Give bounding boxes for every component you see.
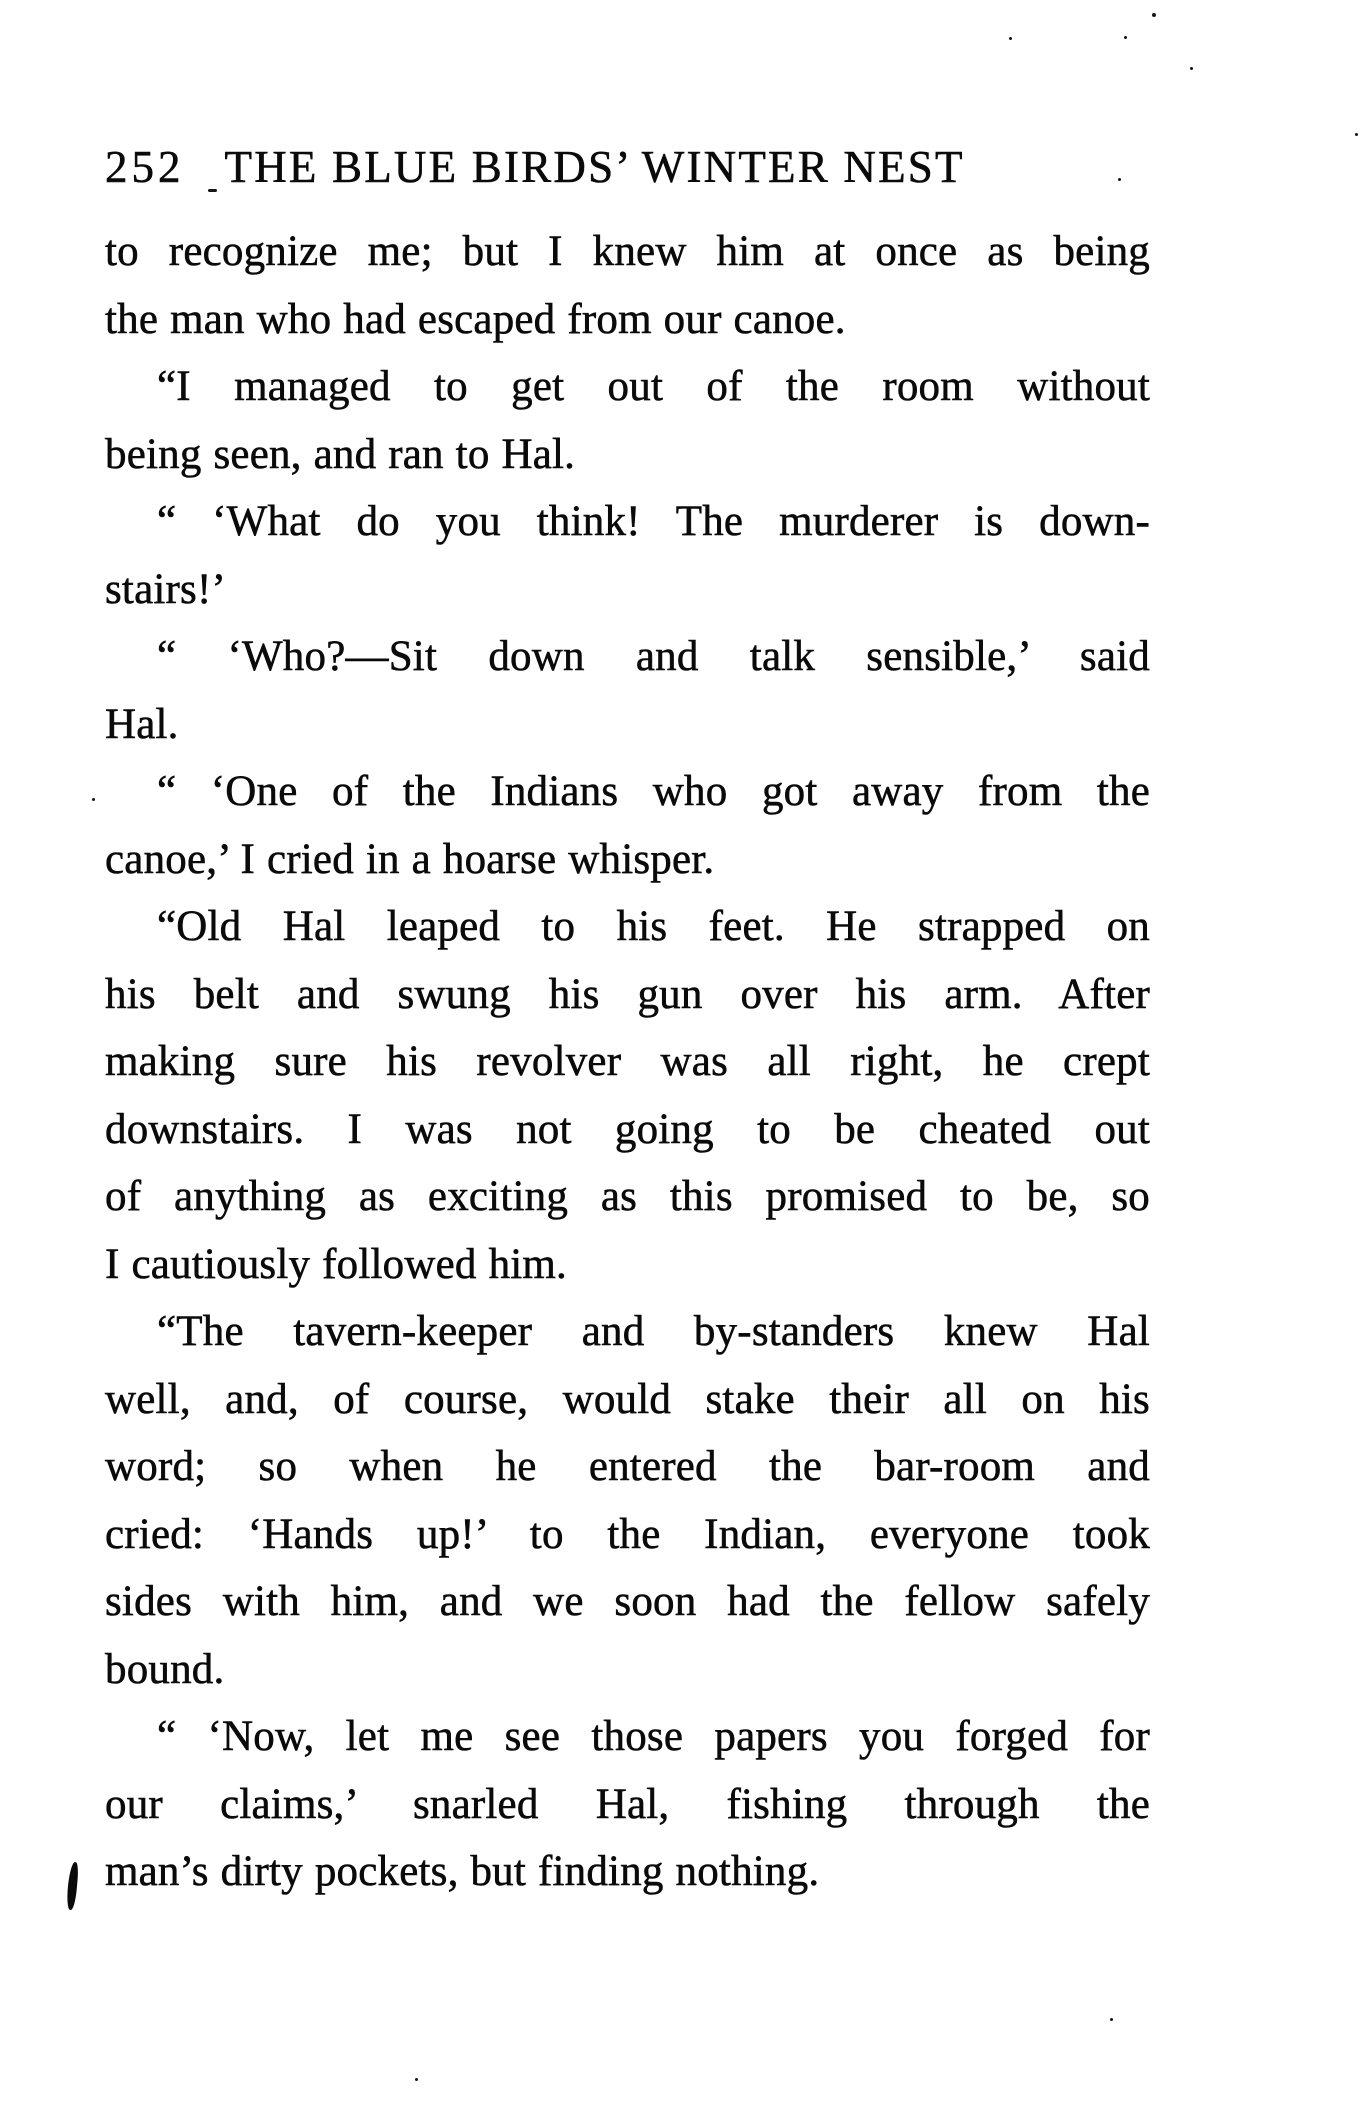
text-line: being seen, and ran to Hal. — [105, 430, 576, 478]
text-line: man’s dirty pockets, but finding nothing. — [105, 1848, 820, 1895]
text-line: “ ‘One of the Indians who got away from the — [157, 768, 1150, 815]
text-line: “ ‘Who?—Sit down and talk sensible,’ said — [157, 633, 1150, 680]
text-line: “ ‘What do you think! The murderer is down- — [157, 498, 1150, 545]
text-line: “ ‘Now, let me see those papers you forged for — [157, 1713, 1150, 1760]
body-text — [105, 218, 1150, 1906]
text-line: “I managed to get out of the room without — [157, 363, 1150, 410]
running-head — [105, 142, 1165, 192]
text-line: of anything as exciting as this promised to be, so — [105, 1173, 1150, 1220]
text-line: “The tavern-keeper and by-standers knew Hal — [157, 1308, 1150, 1355]
text-line: word; so when he entered the bar-room and — [105, 1443, 1150, 1490]
ink-speck — [1152, 13, 1156, 17]
text-line: bound. — [105, 1645, 225, 1693]
text-line: “Old Hal leaped to his feet. He strapped on — [157, 903, 1150, 950]
ink-speck — [1118, 178, 1121, 181]
text-line: Hal. — [105, 700, 179, 748]
ink-speck — [415, 2078, 418, 2081]
ink-speck — [208, 189, 217, 192]
text-line: I cautiously followed him. — [105, 1240, 568, 1288]
text-line: making sure his revolver was all right, he crept — [105, 1038, 1150, 1085]
text-line: canoe,’ I cried in a hoarse whisper. — [105, 835, 715, 883]
ink-speck — [92, 798, 95, 801]
text-line: to recognize me; but I knew him at once as being — [105, 228, 1150, 275]
page-number: 252 — [105, 142, 185, 192]
running-title: THE BLUE BIRDS’ WINTER NEST — [224, 142, 965, 192]
text-line: sides with him, and we soon had the fellow safely — [105, 1578, 1150, 1625]
stray-ink-mark — [66, 1862, 79, 1911]
text-line: cried: ‘Hands up!’ to the Indian, everyone took — [105, 1510, 1150, 1558]
text-line: our claims,’ snarled Hal, fishing through the — [105, 1780, 1150, 1828]
ink-speck — [1355, 133, 1358, 136]
ink-speck — [1124, 36, 1127, 39]
ink-speck — [1110, 2018, 1113, 2021]
ink-speck — [1009, 37, 1012, 40]
text-line: his belt and swung his gun over his arm. After — [105, 970, 1150, 1018]
text-line: well, and, of course, would stake their all on his — [105, 1375, 1150, 1423]
ink-speck — [1190, 67, 1193, 70]
text-line: downstairs. I was not going to be cheated out — [105, 1105, 1150, 1153]
text-line: the man who had escaped from our canoe. — [105, 295, 846, 343]
text-line: stairs!’ — [105, 565, 227, 613]
